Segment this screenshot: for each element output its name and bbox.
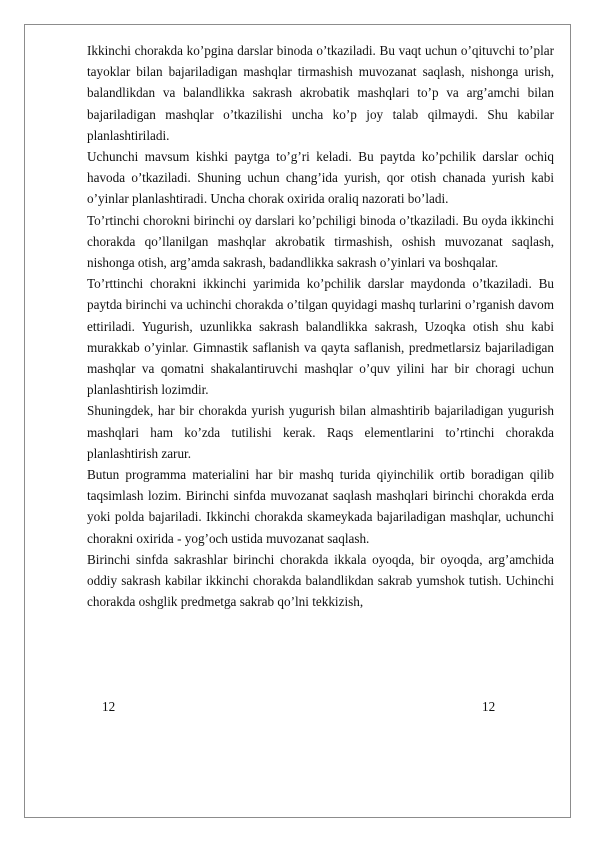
paragraph-6: Butun programma materialini har bir mashq turida qiyinchilik ortib boradigan qilib taqsimlash lozim. Birinchi sinfda muvozanat saqlash mashqlari birinchi chorakda erda yoki polda bajariladi. Ikkinchi chorakda skameykada bajariladigan mashqlar, uchunchi chorakni oxirida - yog’och ustida muvozanat saqlash. [87, 467, 554, 546]
page-number-right: 12 [482, 699, 496, 714]
paragraph-3: To’rtinchi chorokni birinchi oy darslari ko’pchiligi binoda o’tkaziladi. Bu oyda ikkinchi chorakda qo’llanilgan mashqlar akrobatik tirmashish, oshish muvozanat saqlash, nishonga otish, arg’amda sakrash, badandlikka sakrash o’yinlari va boshqalar. [87, 212, 554, 271]
paragraph-7: Birinchi sinfda sakrashlar birinchi chorakda ikkala oyoqda, bir oyoqda, arg’amchida oddiy sakrash kabilar ikkinchi chorakda balandlikdan sakrab yumshok tutish. Uchinchi chorakda oshglik predmetga sakrab qo’lni tekkizish, [87, 551, 554, 610]
page-number-left: 12 [102, 699, 116, 714]
paragraph-5: Shuningdek, har bir chorakda yurish yugurish bilan almashtirib bajariladigan yugurish mashqlari ham ko’zda tutilishi kerak. Raqs elementlarini to’rtinchi chorakda planlashtirish zarur. [87, 403, 554, 461]
paragraph-4: To’rttinchi chorakni ikkinchi yarimida ko’pchilik darslar maydonda o’tkaziladi. Bu paytda birinchi va uchinchi chorakda o’tilgan quyidagi mashq turlarini o’rganish davom ettiriladi. Yugurish, uzunlikka sakrash balandlikka sakrash, Uzoqka otish shu kabi murakkab o’yinlar. Gimnastik saflanish va qayta saflanish, predmetlarsiz bajariladigan mashqlar va qomatni shakalantiruvchi mashqlar o’quv yilini har bir choragi uchun planlashtirish lozimdir. [87, 276, 554, 398]
paragraph-1: Ikkinchi chorakda ko’pgina darslar binoda o’tkaziladi. Bu vaqt uchun o’qituvchi to’plar tayoklar bilan bajariladigan mashqlar tirmashish muvozanat saqlash, nishonga urish, balandlikdan va balandlikka sakrash akrobatik mashqlari to’p va arg’amchi bilan bajariladigan mashqlar o’tkazilishi uncha ko’p joy talab qilmaydi. Shu kabilar planlashtiriladi. [87, 43, 554, 143]
document-body [87, 40, 554, 612]
paragraph-2: Uchunchi mavsum kishki paytga to’g’ri keladi. Bu paytda ko’pchilik darslar ochiq havoda o’tkaziladi. Shuning uchun chang’ida yurish, qor otish chanada yurish kabi o’yinlar planlashtiradi. Uncha chorak oxirida oraliq nazorati bo’ladi. [87, 149, 554, 207]
